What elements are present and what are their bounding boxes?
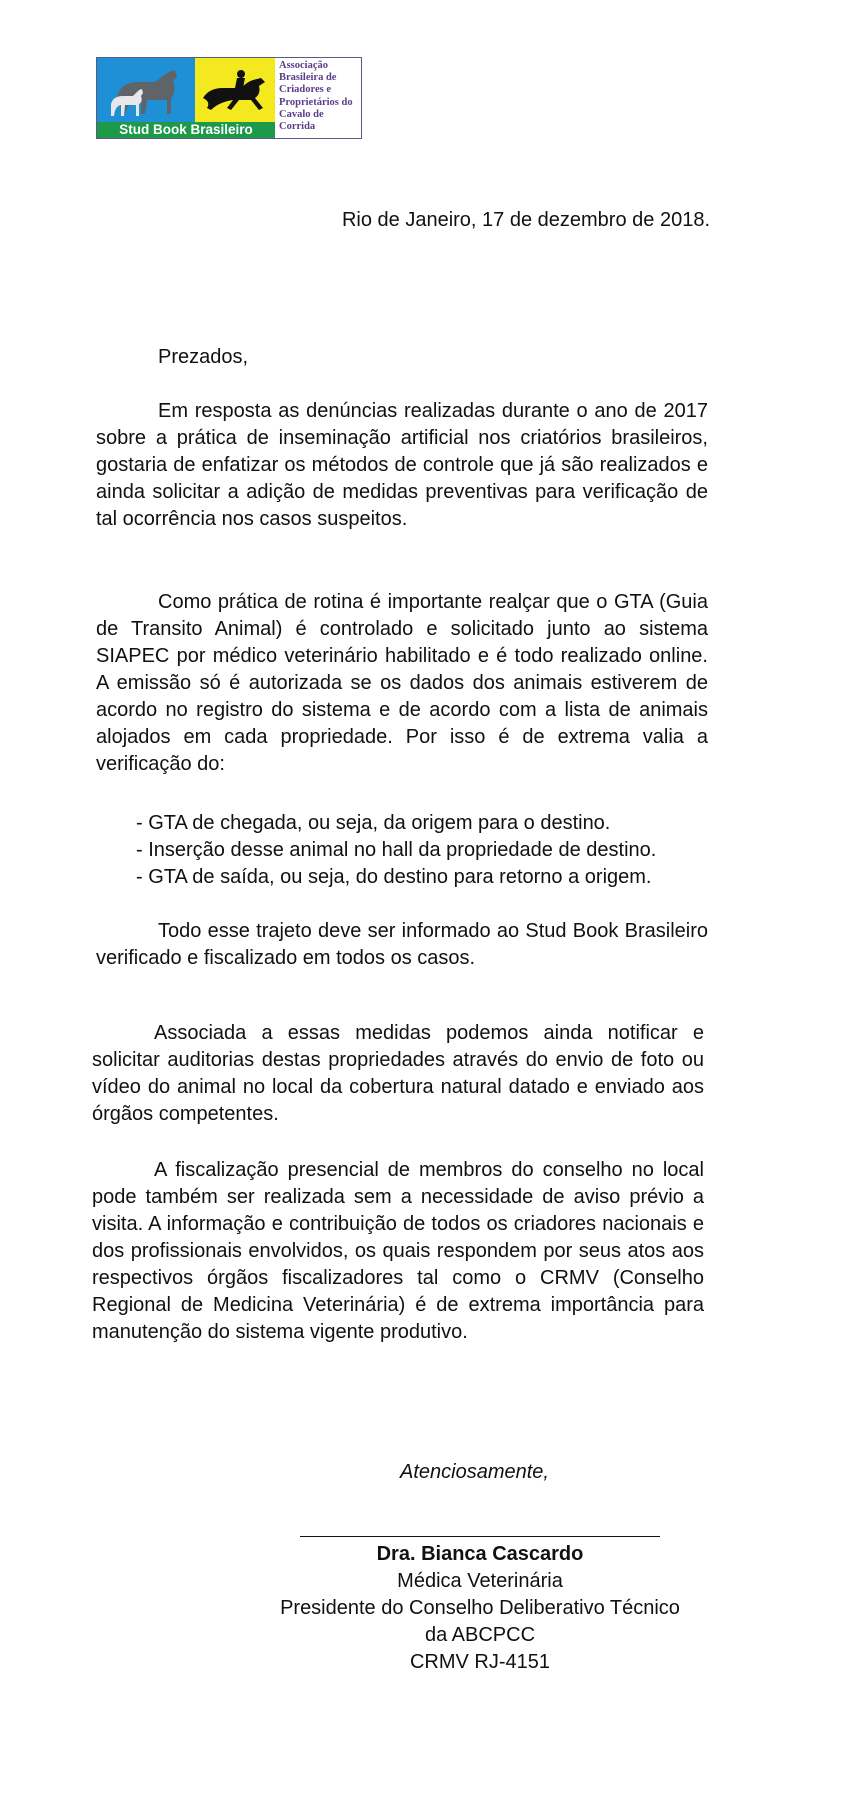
- paragraph-4: Associada a essas medidas podemos ainda notificar e solicitar auditorias destas propriedades através do envio de foto ou vídeo do animal no local da cobertura natural datado e enviado aos órgãos competentes.: [92, 1022, 704, 1125]
- signature-line: [300, 1536, 660, 1537]
- logo-association-text: [275, 58, 361, 138]
- list-item: - GTA de chegada, ou seja, da origem para o destino.: [136, 812, 611, 834]
- closing: Atenciosamente,: [400, 1461, 549, 1483]
- logo-line: Brasileira de: [279, 72, 337, 84]
- date-line: Rio de Janeiro, 17 de dezembro de 2018.: [341, 209, 710, 231]
- signer-registration: CRMV RJ-4151: [409, 1651, 551, 1673]
- list-item: - GTA de saída, ou seja, do destino para retorno a origem.: [136, 866, 652, 888]
- logo-line: Cavalo de: [279, 108, 324, 120]
- paragraph-3: Todo esse trajeto deve ser informado ao Stud Book Brasileiro verificado e fiscalizado em todos os casos.: [96, 920, 708, 969]
- logo-line: Proprietários do: [279, 96, 353, 108]
- salutation: Prezados,: [158, 346, 249, 368]
- paragraph-5: A fiscalização presencial de membros do conselho no local pode também ser realizada sem a necessidade de aviso prévio a visita. A informação e contribuição de todos os criadores nacionais e dos profissionais envolvidos, os quais respondem por seus atos aos respectivos órgãos fiscalizadores tal como o CRMV (Conselho Regional de Medicina Veterinária) é de extrema importância para manutenção do sistema vigente produtivo.: [92, 1159, 704, 1343]
- logo-line: Corrida: [279, 121, 316, 133]
- signer-title: Presidente do Conselho Deliberativo Técnico: [280, 1597, 680, 1619]
- association-logo: [96, 57, 362, 139]
- paragraph-1: Em resposta as denúncias realizadas durante o ano de 2017 sobre a prática de inseminação artificial nos criatórios brasileiros, gostaria de enfatizar os métodos de controle que já são realizados e ainda solicitar a adição de medidas preventivas para verificação de tal ocorrência nos casos suspeitos.: [96, 400, 708, 530]
- logo-line: Criadores e: [279, 84, 332, 96]
- verification-list: [136, 810, 656, 891]
- list-item: - Inserção desse animal no hall da propriedade de destino.: [136, 839, 657, 861]
- paragraph-2: Como prática de rotina é importante realçar que o GTA (Guia de Transito Animal) é controlado e solicitado junto ao sistema SIAPEC por médico veterinário habilitado e é todo realizado online. A emissão só é autorizada se os dados dos animais estiverem de acordo no registro do sistema e de acordo com a lista de animais alojados em cada propriedade. Por isso é de extrema valia a verificação do:: [96, 591, 708, 775]
- logo-brand-band: Stud Book Brasileiro: [97, 122, 275, 138]
- logo-line: Associação: [279, 60, 328, 71]
- signer-title-continued: da ABCPCC: [424, 1624, 536, 1646]
- signer-name: Dra. Bianca Cascardo: [376, 1543, 584, 1565]
- signer-role: Médica Veterinária: [397, 1570, 563, 1592]
